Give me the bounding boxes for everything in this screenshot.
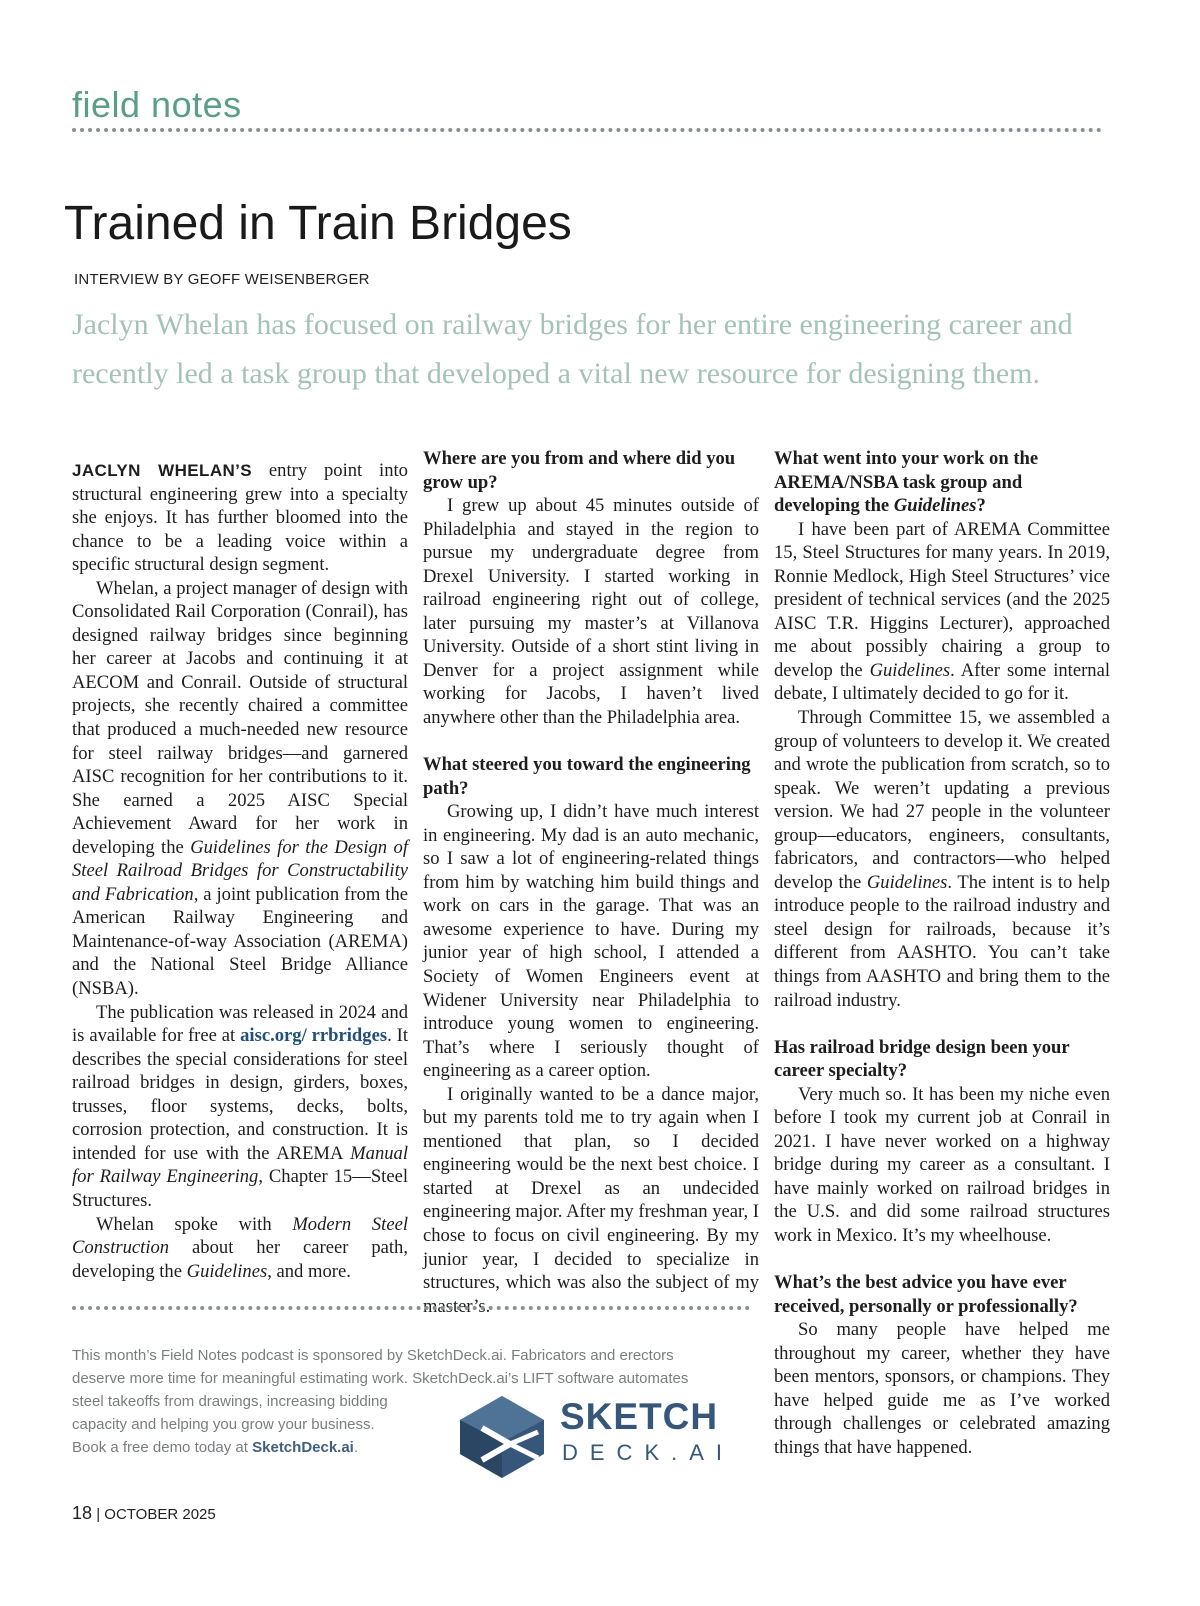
paragraph: Whelan spoke with Modern Steel Construction about her career path, developing the Guidelines, and more. xyxy=(72,1213,408,1282)
byline: INTERVIEW BY GEOFF WEISENBERGER xyxy=(74,271,370,288)
question-heading: Where are you from and where did you grow up? xyxy=(423,448,736,493)
question-heading: What steered you toward the engineering path? xyxy=(423,754,751,799)
guidelines-title: Guidelines for the Design of Steel Railroad Bridges for Constructability and Fabrication xyxy=(72,836,408,905)
column-1 xyxy=(72,459,408,1283)
sponsor-divider xyxy=(72,1306,750,1310)
answer-paragraph: I have been part of AREMA Committee 15, Steel Structures for many years. In 2019, Ronnie Medlock, High Steel Structures’ vice president of technical services (and the 2025 AISC T.R. Higgins Lecturer), approached me about possibly chairing a group to develop the Guidelines. After some internal debate, I ultimately decided to go for it. xyxy=(774,518,1110,705)
sketchdeck-logo xyxy=(452,1392,742,1482)
answer-paragraph: So many people have helped me throughout my career, whether they have been mentors, sponsors, or champions. They have helped guide me as I’ve worked through challenges or celebrated amazing things that have happened. xyxy=(774,1319,1110,1458)
article-title: Trained in Train Bridges xyxy=(64,197,572,250)
question-heading: Has railroad bridge design been your career specialty? xyxy=(774,1036,1070,1082)
logo-wordmark: SKETCH xyxy=(560,1396,719,1437)
answer-paragraph: Through Committee 15, we assembled a group of volunteers to develop it. We created and wrote the publication from scratch, so to speak. We weren’t updating a previous version. We had 27 people in the volunteer group—educators, engineers, consultants, fabricators, and contractors—who helped develop the Guidelines. The intent is to help introduce people to the railroad industry and steel design for railroads, because it’s different from AASHTO. You can’t take things from AASHTO and bring them to the railroad industry. xyxy=(774,707,1111,1011)
page-number: 18 xyxy=(72,1503,93,1523)
answer-paragraph: I originally wanted to be a dance major, but my parents told me to try again when I mentioned that plan, so I decided engineering would be the next best choice. I started at Drexel as an undecided engineering major. After my freshman year, I chose to focus on civil engineering. By my junior year, I decided to specialize in structures, which was also the subject of my master’s. xyxy=(423,1083,759,1317)
lead-name: JACLYN WHELAN’S xyxy=(72,461,253,480)
rrbridges-link[interactable]: aisc.org/ rrbridges xyxy=(240,1025,388,1047)
section-label: field notes xyxy=(72,84,242,125)
column-2 xyxy=(423,447,759,1318)
answer-paragraph: Growing up, I didn’t have much interest in engineering. My dad is an auto mechanic, so I saw a lot of engineering-related things from him by watching him build things and work on cars in the garage. That was an awesome experience to have. During my junior year of high school, I attended a Society of Women Engineers event at Widener University near Philadelphia to introduce young women to engineering. That’s where I seriously thought of engineering as a career option. xyxy=(423,801,759,1082)
column-3 xyxy=(774,447,1110,1459)
paragraph: The publication was released in 2024 and is available for free at aisc.org/ rrbridges. It describes the special considerations for steel railroad bridges in design, girders, boxes, trusses, floor systems, decks, bolts, corrosion protection, and construction. It is intended for use with the AREMA Manual for Railway Engineering, Chapter 15—Steel Structures. xyxy=(72,1001,408,1211)
answer-paragraph: I grew up about 45 minutes outside of Philadelphia and stayed in the region to pursue my undergraduate degree from Drexel University. I started working in railroad engineering right out of college, later pursuing my master’s at Villanova University. Outside of a short stint living in Denver for a project assignment while working for Jacobs, I haven’t lived anywhere other than the Philadelphia area. xyxy=(423,495,759,729)
issue-date: OCTOBER 2025 xyxy=(104,1506,216,1523)
top-divider xyxy=(72,128,1102,132)
question-heading: What’s the best advice you have ever received, personally or professionally? xyxy=(774,1272,1078,1317)
question-heading: What went into your work on the AREMA/NSBA task group and developing the Guidelines? xyxy=(774,448,1039,517)
intro-text: entry point into structural engineering grew into a specialty she enjoys. It has further bloomed into the chance to be a leading voice within a specific structural design segment. xyxy=(72,460,408,576)
sponsor-note: This month’s Field Notes podcast is sponsored by SketchDeck.ai. Fabricators and erectors deserve more time for meaningful estimating work. SketchDeck.ai’s LIFT software automates steel takeoffs from drawings, increasing bidding capacity and helping you grow your business. Book a free demo today at SketchDeck.ai. xyxy=(72,1347,689,1456)
sketchdeck-logo-icon xyxy=(452,1392,552,1482)
logo-subtitle: DECK.AI xyxy=(562,1440,735,1465)
answer-paragraph: Very much so. It has been my niche even before I took my current job at Conrail in 2021. I have never worked on a highway bridge during my career as a consultant. I have mainly worked on railroad bridges in the U.S. and did some railroad structures work in Mexico. It’s my wheelhouse. xyxy=(774,1083,1110,1246)
footer-separator: | xyxy=(96,1506,105,1523)
paragraph: Whelan, a project manager of design with Consolidated Rail Corporation (Conrail), has designed railway bridges since beginning her career at Jacobs and continuing it at AECOM and Conrail. Outside of structural projects, she recently chaired a committee that produced a much-needed new resource for steel railway bridges—and garnered AISC recognition for her contributions to it. She earned a 2025 AISC Special Achievement Award for her work in developing the Guidelines for the Design of Steel Railroad Bridges for Constructability and Fabrication, a joint publication from the American Railway Engineering and Maintenance-of-way Association (AREMA) and the National Steel Bridge Alliance (NSBA). xyxy=(72,577,408,1000)
sketchdeck-link[interactable]: SketchDeck.ai xyxy=(252,1439,354,1456)
intro-paragraph xyxy=(72,459,408,577)
article-deck: Jaclyn Whelan has focused on railway bridges for her entire engineering career and recently led a task group that developed a vital new resource for designing them. xyxy=(72,308,1073,390)
page-footer xyxy=(72,1503,216,1524)
